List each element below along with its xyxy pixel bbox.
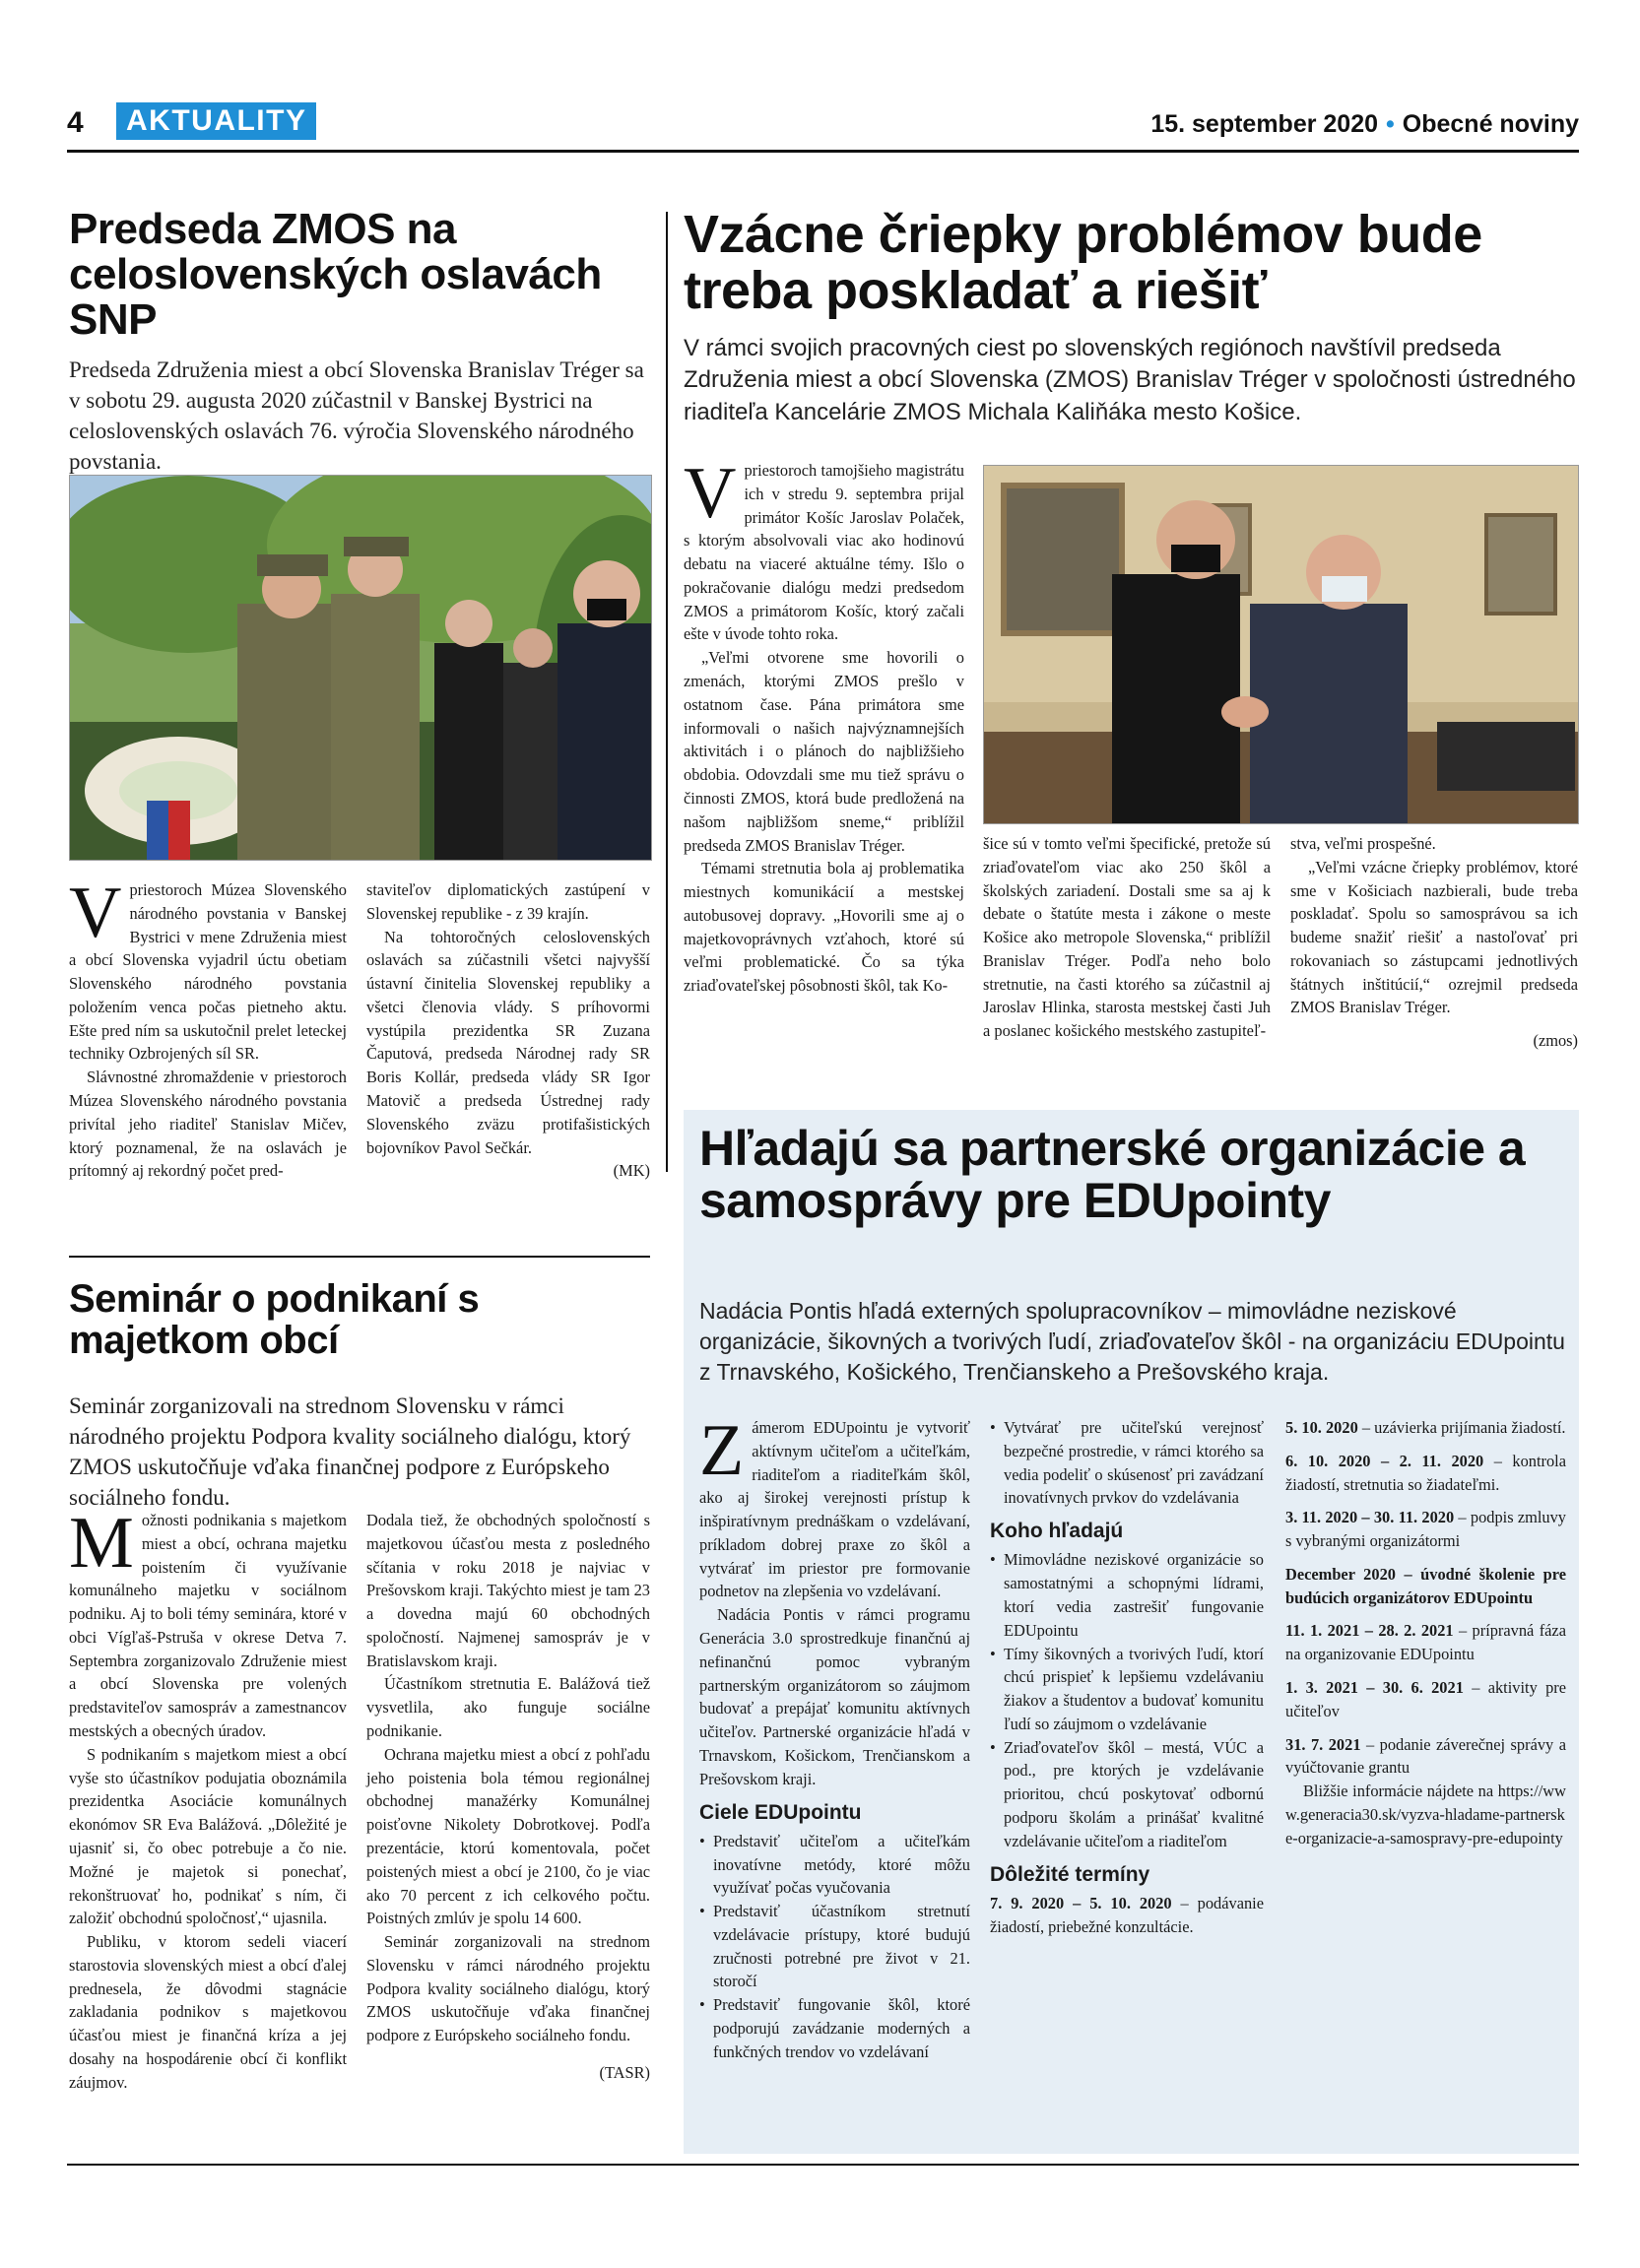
date-item [990, 1892, 1264, 1939]
article3-paragraph: „Veľmi vzácne čriepky problémov, ktoré sme v Košiciach nazbierali, bude treba poskladať. Spolu so samosprávou sa ich budeme snažiť riešiť a nastoľovať pri rokovaniach so zástupcami jednotlivých štátnych inštitúcií,“ ozrejmil predseda ZMOS Branislav Tréger. [1290, 857, 1578, 1017]
article1-dropcap: V [69, 873, 122, 953]
article4-paragraph: Nadácia Pontis v rámci programu Generácia 3.0 sprostredkuje finančnú aj nefinančnú pomoc vybraným partnerským organizátorom so záujmom budovať a prepájať komunitu aktívnych učiteľov. Partnerské organizácie hľadá v Trnavskom, Košickom, Trenčianskom a Prešovskom kraji. [699, 1605, 970, 1788]
date-item [1285, 1416, 1566, 1440]
date-item [1285, 1563, 1566, 1610]
article2-paragraph: Dodala tiež, že obchodných spoločností s majetkovou účasťou mesta z posledného sčítania v roku 2018 je najviac v Prešovskom kraji. Takýchto miest je tam 23 a dovedna majú 60 obchodných spoločností. Najmenej samospráv je v Bratislavskom kraji. [366, 1511, 650, 1670]
handshake-photo [983, 465, 1579, 824]
dates-heading: Dôležité termíny [990, 1862, 1150, 1886]
article3-byline: (zmos) [1533, 1031, 1578, 1051]
article1-paragraph: staviteľov diplomatických zastúpení v Slovenskej republike - z 39 krajín. [366, 880, 650, 923]
article4-dropcap: Z [699, 1410, 745, 1491]
date-range: 7. 9. 2020 – 5. 10. 2020 [990, 1893, 1172, 1912]
article4-column-1 [699, 1410, 970, 2064]
article2-lead: Seminár zorganizovali na strednom Slovensku v rámci národného projektu Podpora kvality sociálneho dialógu, ktorý ZMOS uskutočňuje vďaka finančnej podpore z Európskeho sociálneho fondu. [69, 1393, 631, 1511]
article3-paragraph: priestoroch tamojšieho magistrátu ich v stredu 9. septembra prijal primátor Košíc Jaroslav Polaček, s ktorým absolvovali viac ako hodinovú debatu na viaceré aktuálne témy. Išlo o pokračovanie dialógu medzi predsedom ZMOS a primátorom Košíc, ktorý začali ešte v úvode tohto roka. [684, 461, 964, 644]
article2-column-2 [366, 1509, 650, 2085]
article2-paragraph: S podnikaním s majetkom miest a obcí vyše sto účastníkov podujatia oboznámila prezidentka Asociácie komunálnych ekonómov SR Eva Balážová. „Dôležité je ujasniť si, čo obec potrebuje a čo nie. Možné je majetok si ponechať, rekonštruovať ho, podnikať s ním, či založiť obchodnú spoločnosť,“ ujasnila. [69, 1744, 347, 1928]
goals-list-continued [990, 1416, 1264, 1510]
article4-headline: Hľadajú sa partnerské organizácie a samosprávy pre EDUpointy [699, 1121, 1526, 1228]
date-item [1285, 1450, 1566, 1497]
article1-paragraph: Na tohtoročných celoslovenských oslavách sa zúčastnili všetci najvyšší ústavní činitelia Slovenskej republiky a všetci členovia vlády. S príhovormi vystúpila prezidentka SR Zuzana Čaputová, predseda Národnej rady SR Boris Kollár, predseda vlády SR Igor Matovič a predseda Ústrednej rady Slovenského zväzu protifašistických bojovníkov Pavol Sečkár. [366, 927, 650, 1157]
article2-paragraph: Seminár zorganizovali na strednom Slovensku v rámci národného projektu Podpora kvality sociálneho dialógu, ktorý ZMOS uskutočňuje vďaka finančnej podpore z Európskeho sociálneho fondu. [366, 1932, 650, 2045]
article4-lead: Nadácia Pontis hľadá externých spolupracovníkov – mimovládne neziskové organizácie, šikovných a tvorivých ľudí, zriaďovateľov škôl - na organizáciu EDUpointu z Trnavského, Košického, Trenčianskeho a Prešovského kraja. [699, 1298, 1565, 1386]
date-range: 6. 10. 2020 – 2. 11. 2020 [1285, 1451, 1484, 1470]
who-list [990, 1548, 1264, 1852]
date-range: 11. 1. 2021 – 28. 2. 2021 [1285, 1621, 1454, 1641]
article3-column-3 [1290, 832, 1578, 1053]
date-description: – podávanie žiadostí, priebežné konzultácie. [990, 1893, 1264, 1936]
column-divider [666, 212, 668, 1172]
paper-name: Obecné noviny [1402, 110, 1579, 138]
article2-paragraph: Ochrana majetku miest a obcí z pohľadu jeho poistenia bola témou regionálnej obchodnej manažérky Komunálnej poisťovne Nikolety Dobrotkovej. Podľa prezentácie, ktorú komentovala, počet poistených miest a obcí je 2100, čo je viac ako 70 percent z ich celkového počtu. Poistných zmlúv je spolu 14 600. [366, 1744, 650, 1928]
article2-byline: (TASR) [599, 2062, 650, 2082]
date-description: – prípravná fáza na organizovanie EDUpointu [1285, 1621, 1566, 1664]
article2-paragraph: Publiku, v ktorom sedeli viacerí starostovia slovenských miest a obcí ďalej prednesela, že dôvodmi stagnácie zakladania podnikov s majetkovou účasťou miest je finančná kríza a jej dosahy na hospodárenie obcí či konflikt záujmov. [69, 1932, 347, 2092]
goals-list [699, 1830, 970, 2064]
article2-dropcap: M [69, 1503, 134, 1584]
date-description: – uzávierka prijímania žiadostí. [1357, 1418, 1566, 1437]
article3-paragraph: „Veľmi otvorene sme hovorili o zmenách, ktorými ZMOS prešlo v ostatnom čase. Pána primátora sme informovali o našich najvýznamnejších aktivitách i o plánoch do najbližšieho obdobia. Odovzdali sme mu tiež správu o činnosti ZMOS, ktorá bude predložená na našom najbližšom sneme,“ priblížil predseda ZMOS Branislav Tréger. [684, 648, 964, 855]
list-item: • Vytvárať pre učiteľskú verejnosť bezpečné prostredie, v rámci ktorého sa vedia podeliť o skúsenosť pri zavádzaní inovatívnych prvkov do vzdelávania [990, 1416, 1264, 1510]
masthead-separator: • [1386, 110, 1395, 138]
article1-paragraph: priestoroch Múzea Slovenského národného povstania v Banskej Bystrici v mene Združenia miest a obcí Slovenska vyjadril úctu obetiam Slovenského národného povstania položením venca počas pietneho aktu. Ešte pred ním sa uskutočnil prelet leteckej techniky Ozbrojených síl SR. [69, 880, 347, 1064]
article1-byline: (MK) [613, 1161, 650, 1181]
list-item: • Zriaďovateľov škôl – mestá, VÚC a pod., pre ktorých je vzdelávanie prioritou, chcú poskytovať odbornú podporu školám a prinášať kvalitné vzdelávanie učiteľom a riaditeľom [990, 1736, 1264, 1853]
date-item [1285, 1506, 1566, 1553]
article3-lead: V rámci svojich pracovných ciest po slovenských regiónoch navštívil predseda Združenia miest a obcí Slovenska (ZMOS) Branislav Tréger v spoločnosti ústredného riaditeľa Kancelárie ZMOS Michala Kaliňáka mesto Košice. [684, 335, 1576, 425]
date-heading: December 2020 – úvodné školenie pre budúcich organizátorov EDUpointu [1285, 1564, 1566, 1607]
article3-headline: Vzácne čriepky problémov bude treba poskladať a riešiť [684, 205, 1482, 320]
bottom-rule [67, 2164, 1579, 2166]
article3-paragraph: stva, veľmi prospešné. [1290, 834, 1436, 853]
list-item: • Predstaviť učiteľom a učiteľkám inovatívne metódy, ktoré môžu využívať počas vyučovania [699, 1830, 970, 1900]
date-range: 1. 3. 2021 – 30. 6. 2021 [1285, 1678, 1464, 1698]
date-range: 5. 10. 2020 [1285, 1418, 1358, 1437]
date-range: 3. 11. 2020 – 30. 11. 2020 [1285, 1508, 1455, 1527]
more-info-link[interactable]: Bližšie informácie nájdete na https://www.generacia30.sk/vyzva-hladame-partnerske-organizacie-a-samospravy-pre-edupointy [1285, 1782, 1566, 1847]
article4-column-2 [990, 1416, 1264, 1938]
list-item: • Predstaviť účastníkom stretnutí vzdelávacie prístupy, ktoré budujú zručnosti potrebné pre život v 21. storočí [699, 1900, 970, 1993]
date-description: – podanie záverečnej správy a vyúčtovanie grantu [1285, 1734, 1566, 1778]
date-item [1285, 1619, 1566, 1666]
article2-paragraph: ožnosti podnikania s majetkom miest a obcí, ochrana majetku poistením či využívanie komunálneho majetku v sociálnom podniku. Aj to boli témy seminára, ktoré v obci Vígľaš-Pstruša v okrese Detva 7. Septembra zorganizovalo Združenie miest a obcí Slovenska pre volených predstaviteľov samospráv a zamestnancov mestských a obecných úradov. [69, 1511, 347, 1741]
date-item [1285, 1676, 1566, 1723]
article4-column-3 [1285, 1416, 1566, 1860]
article1-paragraph: Slávnostné zhromaždenie v priestoroch Múzea Slovenského národného povstania privítal jeho riaditeľ Stanislav Mičev, ktorý poznamenal, že na oslavách je prítomný aj rekordný počet pred- [69, 1068, 347, 1181]
article2-headline: Seminár o podnikaní s majetkom obcí [69, 1277, 480, 1362]
article3-paragraph: Témami stretnutia bola aj problematika miestnych komunikácií a mestskej autobusovej dopravy. „Hovorili sme aj o majetkovoprávnych vzťahoch, ktoré sú veľmi problematické. Čo sa týka zriaďovateľskej pôsobnosti škôl, tak Ko- [684, 859, 964, 996]
article4-paragraph: ámerom EDUpointu je vytvoriť aktívnym učiteľom a učiteľkám, riaditeľom a riaditeľkám škôl, ako aj širokej verejnosti prístup k inšpiratívnym prednáškam o vzdelávaní, príkladom dobrej praxe zo škôl a vytvárať im priestor pre formovanie podnetov na zlepšenia vo vzdelávaní. [699, 1418, 970, 1601]
page-number: 4 [67, 106, 84, 139]
top-rule [67, 150, 1579, 153]
article1-lead: Predseda Združenia miest a obcí Slovenska Branislav Tréger sa v sobotu 29. augusta 2020 zúčastnil v Banskej Bystrici na celoslovenských oslavách 76. výročia Slovenského národného povstania. [69, 357, 644, 475]
goals-heading: Ciele EDUpointu [699, 1800, 862, 1824]
article2-column-1 [69, 1503, 347, 2095]
article1-column-2 [366, 878, 650, 1183]
wreath-ceremony-photo [69, 475, 652, 861]
date-description: – podpis zmluvy s vybranými organizátormi [1285, 1508, 1566, 1551]
article3-column-2 [983, 832, 1271, 1043]
article2-paragraph: Účastníkom stretnutia E. Balážová tiež vysvetlila, ako funguje sociálne podnikanie. [366, 1674, 650, 1741]
article3-column-1 [684, 453, 964, 998]
list-item: • Mimovládne neziskové organizácie so samostatnými a schopnými lídrami, ktorí vedia zastrešiť fungovanie EDUpointu [990, 1548, 1264, 1642]
section-tag: AKTUALITY [116, 102, 316, 140]
list-item: • Predstaviť fungovanie škôl, ktoré podporujú zavádzanie moderných a funkčných trendov vo vzdelávaní [699, 1993, 970, 2063]
date-description: – kontrola žiadostí, stretnutia so žiadateľmi. [1285, 1451, 1566, 1494]
list-item: • Tímy šikovných a tvorivých ľudí, ktorí chcú prispieť k lepšiemu vzdelávaniu žiakov a študentov a budovať komunitu ľudí so záujmom o vzdelávanie [990, 1643, 1264, 1736]
issue-date: 15. september 2020 [1150, 110, 1379, 138]
date-description: – aktivity pre učiteľov [1285, 1678, 1566, 1720]
article1-headline: Predseda ZMOS na celoslovenských oslavách SNP [69, 205, 602, 345]
masthead-info [1150, 110, 1579, 139]
article3-dropcap: V [684, 453, 737, 534]
article3-paragraph: šice sú v tomto veľmi špecifické, pretože sú zriaďovateľom viac ako 250 škôl a školských zariadení. Dostali sme sa aj k debate o štatúte mesta i zákone o meste Košice ako metropole Slovenska,“ priblížil Branislav Tréger. Podľa neho bolo stretnutie, na časti ktorého sa zúčastnil aj Jaroslav Hlinka, starosta mestskej časti Juh a poslanec košického mestského zastupiteľ- [983, 834, 1271, 1041]
article1-column-1 [69, 873, 347, 1183]
date-item [1285, 1733, 1566, 1781]
separator-rule [69, 1256, 650, 1258]
who-heading: Koho hľadajú [990, 1520, 1124, 1543]
date-range: 31. 7. 2021 [1285, 1734, 1361, 1754]
